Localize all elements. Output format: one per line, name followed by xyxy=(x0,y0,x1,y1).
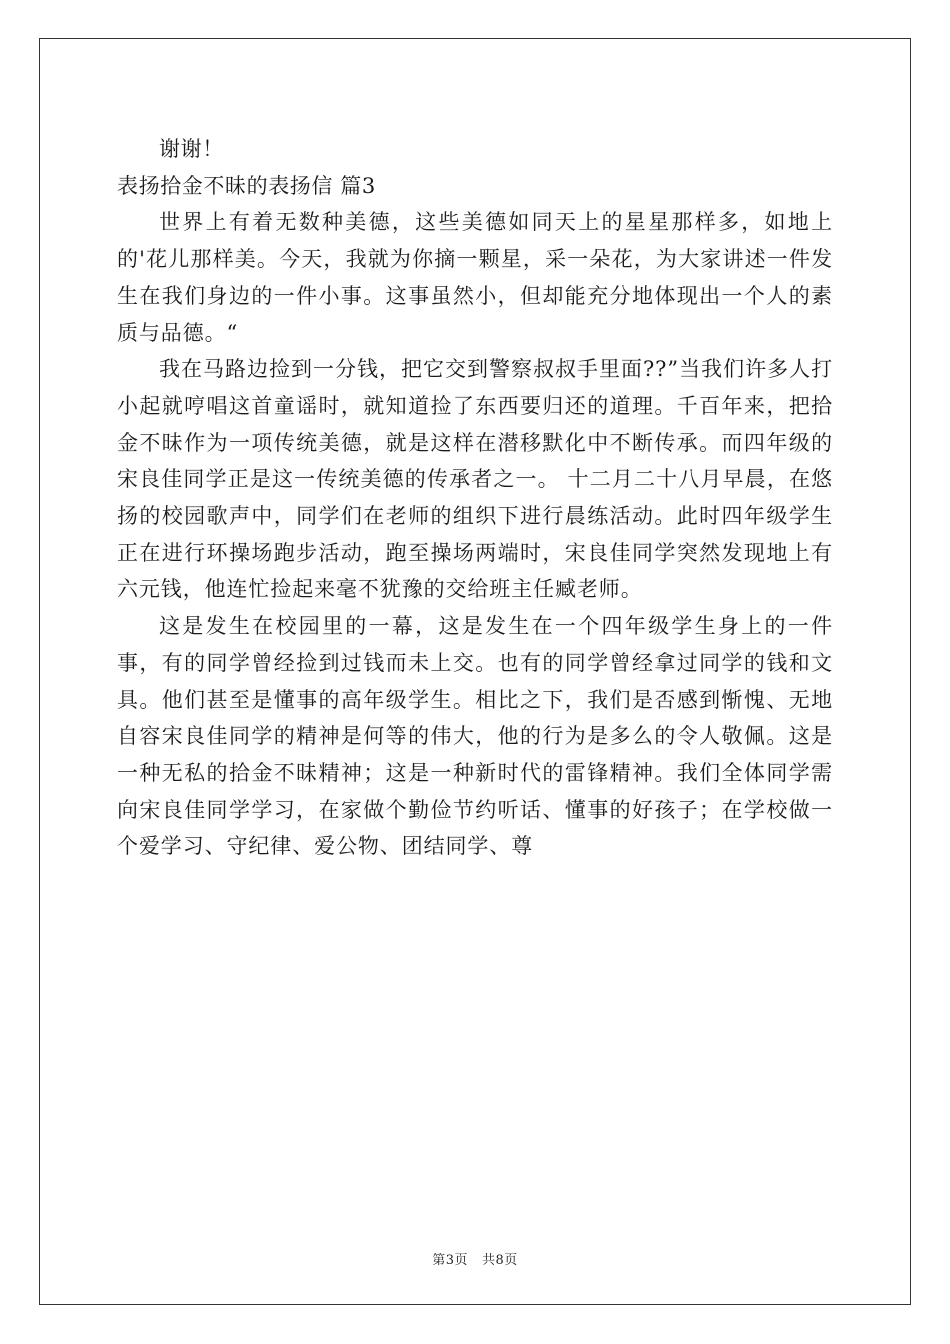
page-number: 第3页 xyxy=(432,1253,468,1268)
document-body xyxy=(117,131,833,865)
section-title: 表扬拾金不昧的表扬信 篇3 xyxy=(117,173,376,198)
paragraph-3: 这是发生在校园里的一幕，这是发生在一个四年级学生身上的一件事，有的同学曾经捡到过钱而未上交。也有的同学曾经拿过同学的钱和文具。他们甚至是懂事的高年级学生。相比之下，我们是否感到惭愧、无地自容宋良佳同学的精神是何等的伟大，他的行为是多么的令人敬佩。这是一种无私的拾金不昧精神；这是一种新时代的雷锋精神。我们全体同学需向宋良佳同学学习，在家做个勤俭节约听话、懂事的好孩子；在学校做一个爱学习、守纪律、爱公物、团结同学、尊 xyxy=(117,614,833,859)
total-pages: 共8页 xyxy=(482,1253,518,1268)
paragraph-2: 我在马路边捡到一分钱，把它交到警察叔叔手里面??”当我们许多人打小起就哼唱这首童谣时，就知道捡了东西要归还的道理。千百年来，把拾金不昧作为一项传统美德，就是这样在潜移默化中不断传承。而四年级的宋良佳同学正是这一传统美德的传承者之一。 十二月二十八月早晨，在悠扬的校园歌声中，同学们在老师的组织下进行晨练活动。此时四年级学生正在进行环操场跑步活动，跑至操场两端时，宋良佳同学突然发现地上有六元钱，他连忙捡起来毫不犹豫的交给班主任臧老师。 xyxy=(117,357,833,602)
closing-line: 谢谢！ xyxy=(159,137,224,161)
paragraph-1: 世界上有着无数种美德，这些美德如同天上的星星那样多，如地上的'花儿那样美。今天，我就为你摘一颗星，采一朵花，为大家讲述一件发生在我们身边的一件小事。这事虽然小，但却能充分地体现出一个人的素质与品德。“ xyxy=(117,210,833,345)
page-footer xyxy=(0,1249,950,1268)
